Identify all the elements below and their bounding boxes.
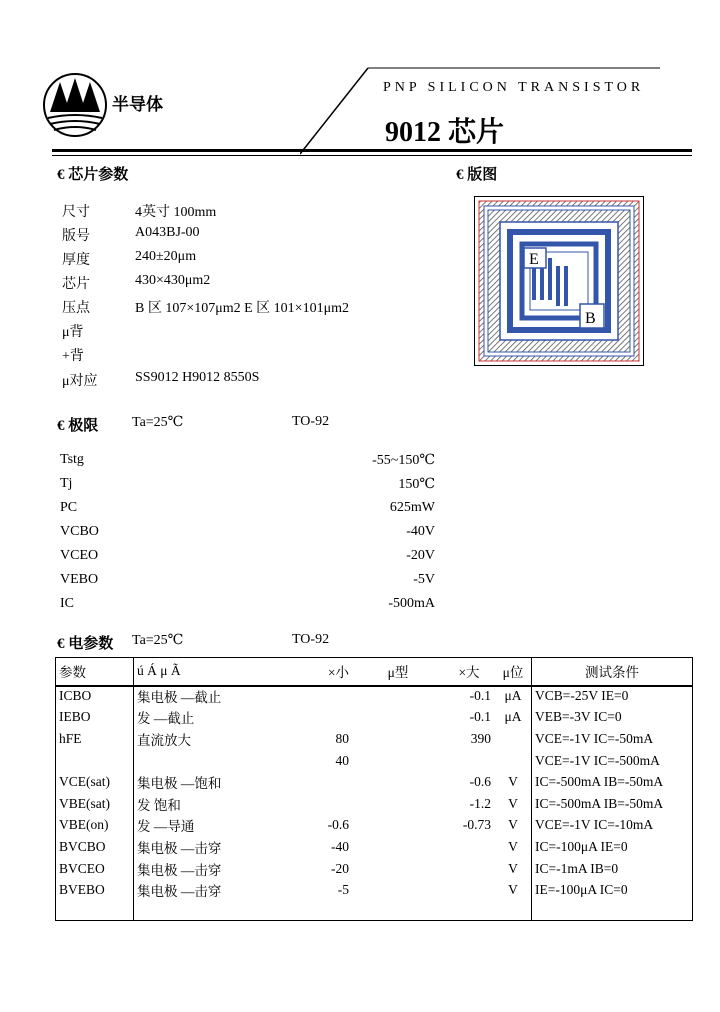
electrical-table — [55, 657, 693, 901]
cond-cell: VCE=-1V IC=-10mA — [535, 817, 654, 833]
desc-cell: 集电极 —饱和 — [137, 776, 222, 792]
typ-cell — [353, 771, 443, 793]
param-cell: hFE — [59, 730, 82, 746]
table-row — [55, 707, 693, 729]
chip-section-title: € 芯片参数 — [57, 167, 129, 183]
chip-label: 芯片 — [62, 277, 90, 292]
desc-cell: 发 —截止 — [137, 711, 195, 727]
unit-cell: μA — [504, 687, 522, 703]
company-name: 半导体 — [112, 95, 163, 114]
max-cell: -0.6 — [469, 774, 491, 790]
rating-symbol: VCEO — [60, 548, 99, 563]
cond-cell: IC=-100μA IE=0 — [535, 838, 628, 854]
desc-cell: 集电极 —击穿 — [137, 862, 222, 878]
table-row — [55, 750, 693, 772]
param-cell — [55, 750, 133, 772]
cond-cell: IC=-1mA IB=0 — [535, 860, 619, 876]
chip-layout-diagram — [474, 196, 644, 366]
chip-label: 压点 — [62, 301, 90, 316]
param-cell: BVCEO — [59, 860, 105, 876]
electrical-title: € 电参数 — [57, 636, 114, 652]
chip-value: B 区 107×107μm2 E 区 101×101μm2 — [135, 301, 349, 316]
rating-value: -20V — [406, 548, 435, 563]
min-cell: -0.6 — [327, 817, 349, 833]
table-row — [55, 858, 693, 880]
typ-cell — [353, 836, 443, 858]
electrical-package: TO-92 — [292, 632, 330, 647]
cond-cell: IE=-100μA IC=0 — [535, 882, 628, 898]
chip-label: +背 — [62, 349, 84, 364]
rating-value: 150℃ — [398, 477, 435, 492]
table-row — [55, 836, 693, 858]
rating-value: -500mA — [388, 596, 435, 611]
chip-value: SS9012 H9012 8550S — [135, 370, 260, 385]
rating-symbol: Tj — [60, 476, 73, 491]
max-cell: -0.73 — [462, 817, 491, 833]
typ-cell — [353, 685, 443, 707]
rating-symbol: VCBO — [60, 524, 99, 539]
typ-cell — [353, 815, 443, 837]
desc-cell: 集电极 —击穿 — [137, 884, 222, 900]
param-cell: BVEBO — [59, 882, 105, 898]
unit-cell: μA — [504, 709, 522, 725]
cond-cell: VCE=-1V IC=-500mA — [535, 752, 660, 768]
table-row — [55, 815, 693, 837]
param-cell: ICBO — [59, 687, 92, 703]
table-row — [55, 728, 693, 750]
chip-label: μ对应 — [62, 374, 98, 389]
chip-label: 厚度 — [62, 253, 90, 268]
param-cell: VBE(sat) — [59, 795, 110, 811]
table-row — [55, 793, 693, 815]
product-type: PNP SILICON TRANSISTOR — [383, 80, 645, 95]
unit-cell — [495, 728, 531, 750]
max-cell: -1.2 — [469, 795, 491, 811]
chip-value: 4英寸 100mm — [135, 205, 217, 220]
rating-value: -5V — [413, 572, 435, 587]
min-cell — [263, 771, 353, 793]
rating-symbol: PC — [60, 500, 78, 515]
desc-cell: 发 饱和 — [137, 797, 181, 813]
max-cell — [443, 879, 495, 901]
emitter-pad-label: E — [529, 251, 539, 268]
unit-cell: V — [508, 817, 518, 833]
desc-cell: 发 —导通 — [137, 819, 195, 835]
cond-cell: VCE=-1V IC=-50mA — [535, 730, 654, 746]
cond-cell: VCB=-25V IE=0 — [535, 687, 629, 703]
header-rule — [52, 149, 692, 152]
table-row — [55, 879, 693, 901]
rating-value: -40V — [406, 524, 435, 539]
typ-cell — [353, 879, 443, 901]
min-cell: -5 — [337, 882, 349, 898]
param-cell: BVCBO — [59, 838, 106, 854]
rating-value: 625mW — [389, 500, 435, 515]
min-cell — [263, 793, 353, 815]
desc-cell: 直流放大 — [137, 732, 191, 748]
header-desc: ú Á μ Ã — [137, 663, 181, 678]
table-row — [55, 685, 693, 707]
param-cell: VCE(sat) — [59, 774, 110, 790]
company-logo — [42, 72, 108, 138]
param-cell: VBE(on) — [59, 817, 109, 833]
chip-value: 240±20μm — [135, 249, 197, 264]
cond-cell: IC=-500mA IB=-50mA — [535, 795, 664, 811]
layout-section-title: € 版图 — [456, 167, 498, 183]
table-header-row — [55, 657, 693, 685]
unit-cell: V — [508, 860, 518, 876]
header-cond: 测试条件 — [585, 665, 639, 680]
header-min: ×小 — [327, 665, 349, 680]
typ-cell — [353, 707, 443, 729]
max-cell — [443, 858, 495, 880]
max-cell: -0.1 — [469, 709, 491, 725]
desc-cell: 集电极 —截止 — [137, 689, 222, 705]
unit-cell: V — [508, 882, 518, 898]
product-model: 9012 芯片 — [385, 117, 505, 148]
max-cell: -0.1 — [469, 687, 491, 703]
abs-max-title: € 极限 — [57, 418, 99, 434]
min-cell — [263, 685, 353, 707]
abs-max-condition: Ta=25℃ — [132, 415, 184, 430]
chip-value: 430×430μm2 — [135, 273, 211, 288]
header-typ: μ型 — [387, 665, 409, 680]
min-cell: 40 — [335, 752, 349, 768]
header-rule-thin — [52, 155, 692, 156]
abs-max-package: TO-92 — [292, 414, 330, 429]
rating-value: -55~150℃ — [372, 453, 435, 468]
header-unit: μ位 — [502, 665, 524, 680]
min-cell: -40 — [331, 838, 349, 854]
header-param: 参数 — [59, 665, 86, 680]
header-max: ×大 — [458, 665, 480, 680]
typ-cell — [353, 728, 443, 750]
unit-cell: V — [508, 774, 518, 790]
chip-label: 尺寸 — [62, 205, 90, 220]
chip-label: μ背 — [62, 325, 84, 340]
rating-symbol: IC — [60, 596, 74, 611]
cond-cell: IC=-500mA IB=-50mA — [535, 774, 664, 790]
chip-label: 版号 — [62, 229, 90, 244]
min-cell: -20 — [331, 860, 349, 876]
max-cell — [443, 750, 495, 772]
desc-cell — [133, 750, 263, 772]
max-cell — [443, 836, 495, 858]
unit-cell — [495, 750, 531, 772]
unit-cell: V — [508, 838, 518, 854]
unit-cell: V — [508, 795, 518, 811]
table-row — [55, 771, 693, 793]
min-cell — [263, 707, 353, 729]
chip-value: A043BJ-00 — [135, 225, 200, 240]
param-cell: IEBO — [59, 709, 91, 725]
typ-cell — [353, 793, 443, 815]
desc-cell: 集电极 —击穿 — [137, 840, 222, 856]
rating-symbol: VEBO — [60, 572, 99, 587]
cond-cell: VEB=-3V IC=0 — [535, 709, 622, 725]
max-cell: 390 — [470, 730, 491, 746]
min-cell: 80 — [335, 730, 349, 746]
electrical-condition: Ta=25℃ — [132, 633, 184, 648]
typ-cell — [353, 858, 443, 880]
typ-cell — [353, 750, 443, 772]
rating-symbol: Tstg — [60, 452, 84, 467]
base-pad-label: B — [585, 310, 596, 327]
